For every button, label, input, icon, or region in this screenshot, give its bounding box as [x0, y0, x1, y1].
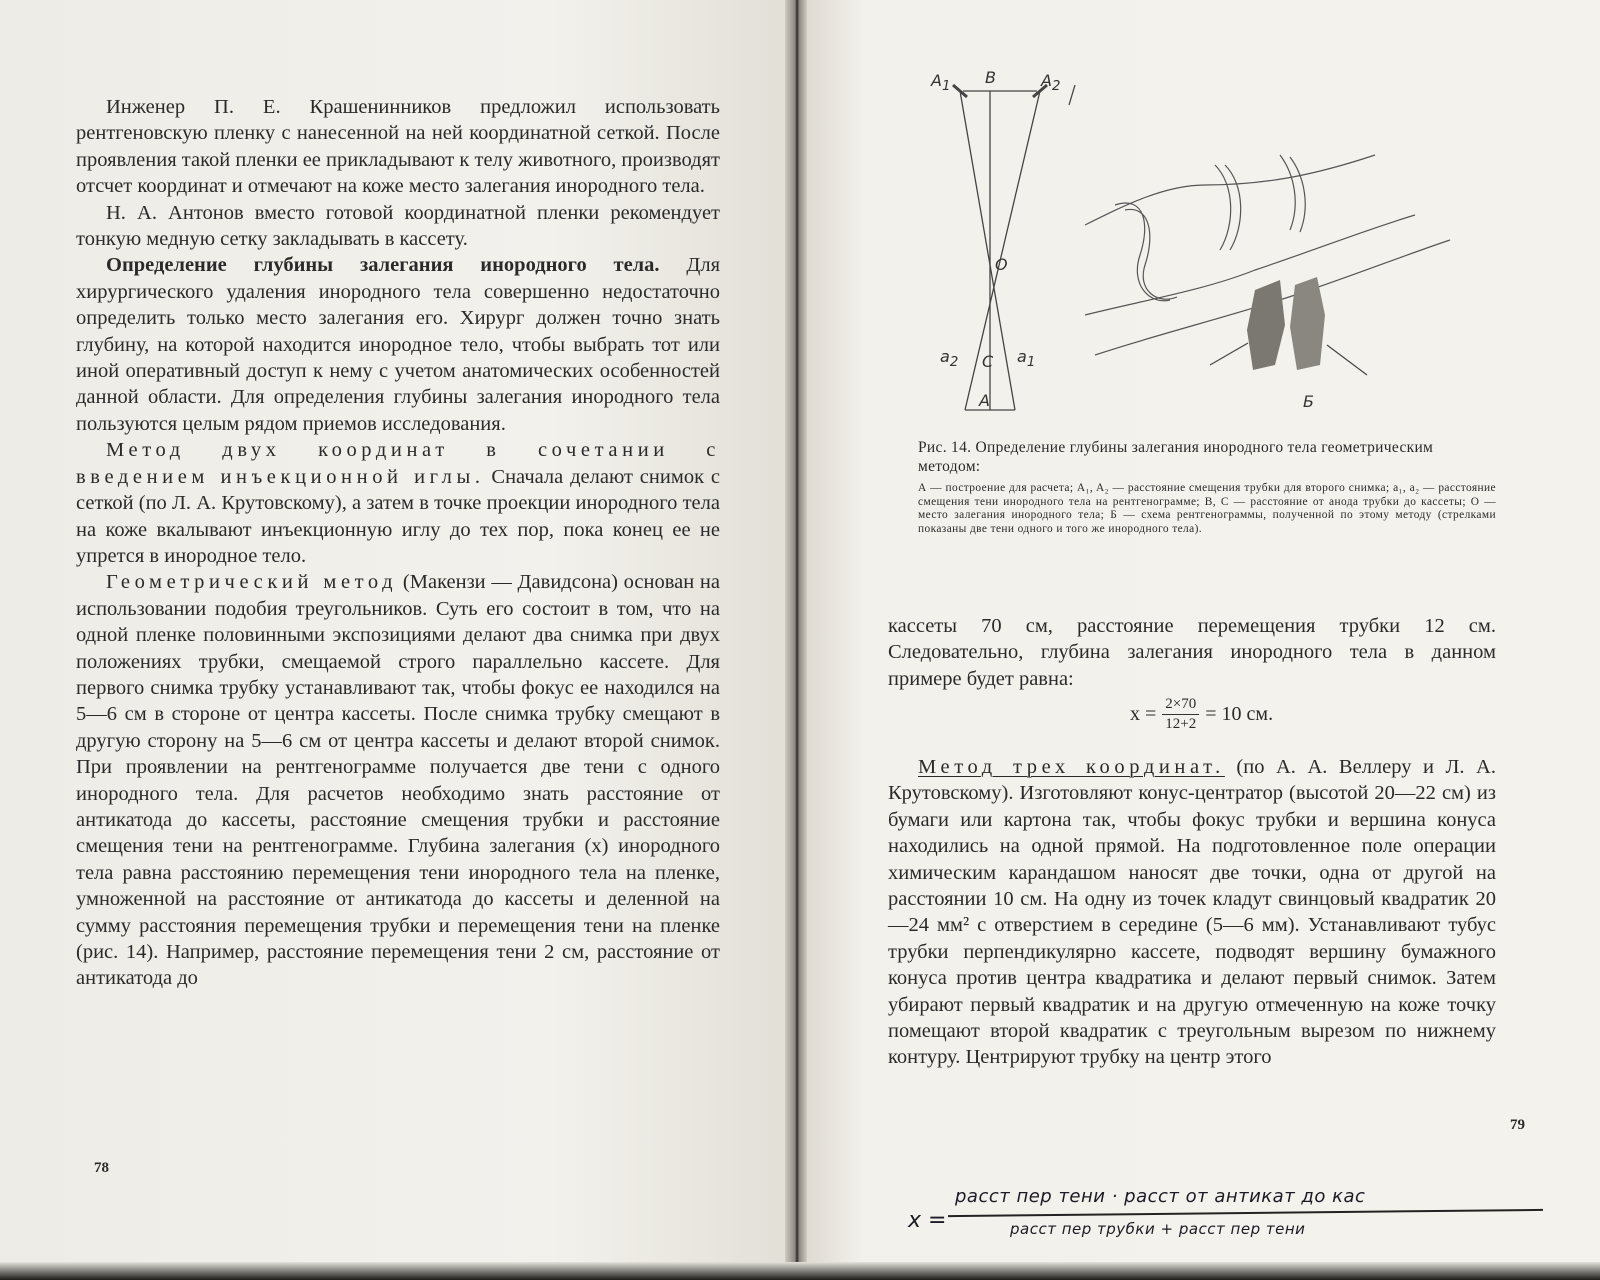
formula-rhs: = 10 см.: [1205, 703, 1274, 725]
three-coord-lead: Метод трех координат.: [918, 756, 1225, 778]
depth-text: Для хирургического удаления инородного тела совершенно недостаточно определить только место залегания его. Хирург должен точно знать глубину, на которой находится инородное тело, чтобы выбрать тот или иной оперативный доступ к нему с учетом анатомических особенностей данной области. Для определения глубины залегания инородного тела пользуются целым рядом приемов исследования.: [76, 254, 720, 435]
label-b: B: [985, 68, 996, 87]
depth-formula: [1130, 696, 1273, 733]
figure-caption: [918, 438, 1496, 536]
paragraph-two-coord: [76, 437, 720, 569]
paragraph-three-coord: [888, 754, 1496, 1071]
book-bottom-edge: [0, 1262, 1600, 1280]
left-page-text: [76, 94, 720, 992]
label-a-small-1: $a_1$: [1017, 347, 1036, 371]
formula-numerator: 2×70: [1162, 696, 1199, 715]
caption-title: Рис. 14. Определение глубины залегания инородного тела геометрическим методом:: [918, 439, 1434, 475]
paragraph-depth: [76, 252, 720, 437]
label-o: O: [995, 255, 1008, 274]
depth-heading: Определение глубины залегания инородного тела.: [106, 254, 660, 277]
label-c: C: [982, 352, 994, 371]
paragraph-antonov: Н. А. Антонов вместо готовой координатной пленки рекомендует тонкую медную сетку закладывать в кассету.: [76, 201, 720, 251]
geometric-lead: Геометрический метод: [106, 571, 398, 594]
formula-lhs: x =: [1130, 703, 1157, 725]
paragraph-example: кассеты 70 см, расстояние перемещения трубки 12 см. Следовательно, глубина залегания инородного тела в данном примере будет равна:: [888, 615, 1496, 690]
book-gutter: [785, 0, 807, 1280]
caption-legend: А — построение для расчета; A₁, A₂ — расстояние смещения трубки для второго снимка; a₁, a₂ — расстояние смещения тени инородного тела на рентгенограмме; В, С — расстояние от анода трубки до кассеты; О — место залегания инородного тела; Б — схема рентгенограммы, полученной по этому методу (стрелками показаны две тени одного и того же инородного тела).: [918, 482, 1496, 535]
formula-denominator: 12+2: [1165, 716, 1197, 732]
right-page-text-top: [888, 613, 1496, 692]
paragraph-geometric: [76, 569, 720, 992]
label-panel-a: A: [979, 391, 990, 410]
page-number-right: 79: [1510, 1117, 1525, 1133]
figure-14: [931, 65, 1495, 440]
label-a2: $A_2$: [1041, 71, 1061, 95]
label-panel-b: Б: [1303, 392, 1314, 411]
label-a1: $A_1$: [931, 71, 951, 95]
geometric-text: (Макензи — Давидсона) основан на использовании подобия треугольников. Суть его состоит в том, что на одной пленке половинными экспозициями делают два снимка при двух положениях трубки, смещаемой строго параллельно кассете. Для первого снимка трубку устанавливают так, чтобы фокус ее находился на 5—6 см в стороне от центра кассеты. После снимка трубку смещают в другую сторону на 5—6 см от центра кассеты и делают второй снимок. При проявлении на рентгенограмме получается две тени с одного инородного тела. Для расчетов необходимо знать расстояние от антикатода до кассеты, расстояние смещения трубки и расстояние смещения тени на рентгенограмме. Глубина залегания (x) инородного тела равна расстоянию перемещения тени инородного тела на пленке, умноженной на расстояние от антикатода до кассеты и деленной на сумму расстояния перемещения трубки и перемещения тени на пленке (рис. 14). Например, расстояние перемещения тени 2 см, расстояние от антикатода до: [76, 571, 720, 990]
page-number-left: 78: [94, 1160, 109, 1176]
right-page-text-bottom: [888, 754, 1496, 1071]
two-coord-lead: Метод двух координат в сочетании с введением инъекционной иглы.: [76, 439, 720, 488]
paragraph-krasheninnikov: Инженер П. Е. Крашенинников предложил использовать рентгеновскую пленку с нанесенной на ней координатной сеткой. После проявления такой пленки ее прикладывают к телу животного, производят отсчет координат и отмечают на коже место залегания инородного тела.: [76, 96, 720, 198]
figure-diagram: [935, 65, 1495, 440]
handwritten-numerator: расст пер тени · расст от антикат до кас: [955, 1186, 1366, 1207]
label-a-small-2: $a_2$: [940, 347, 959, 371]
three-coord-text: (по А. А. Веллеру и Л. А. Крутовскому). Изготовляют конус-центратор (высотой 20—22 см) из бумаги или картона так, чтобы фокус трубки и вершина конуса находились на одной прямой. На подготовленное поле операции химическим карандашом наносят две точки, одна от другой на расстоянии 10 см. На одну из точек кладут свинцовый квадратик 20—24 мм² с отверстием в середине (5—6 мм). Устанавливают тубус трубки перпендикулярно кассете, подводят вершину бумажного конуса против центра квадратика и делают первый снимок. Затем убирают первый квадратик и на другую отмеченную на коже точку помещают второй квадратик с треугольным вырезом по нижнему контуру. Центрируют трубку на центр этого: [888, 756, 1496, 1069]
two-coord-text: Сначала делают снимок с сеткой (по Л. А. Крутовскому), а затем в точке проекции инородного тела на коже вкалывают инъекционную иглу до тех пор, пока конец ее не упрется в инородное тело.: [76, 465, 720, 567]
handwritten-denominator: расст пер трубки + расст пер тени: [1010, 1220, 1306, 1238]
handwritten-x: x =: [908, 1208, 947, 1233]
formula-fraction: [1162, 696, 1199, 733]
